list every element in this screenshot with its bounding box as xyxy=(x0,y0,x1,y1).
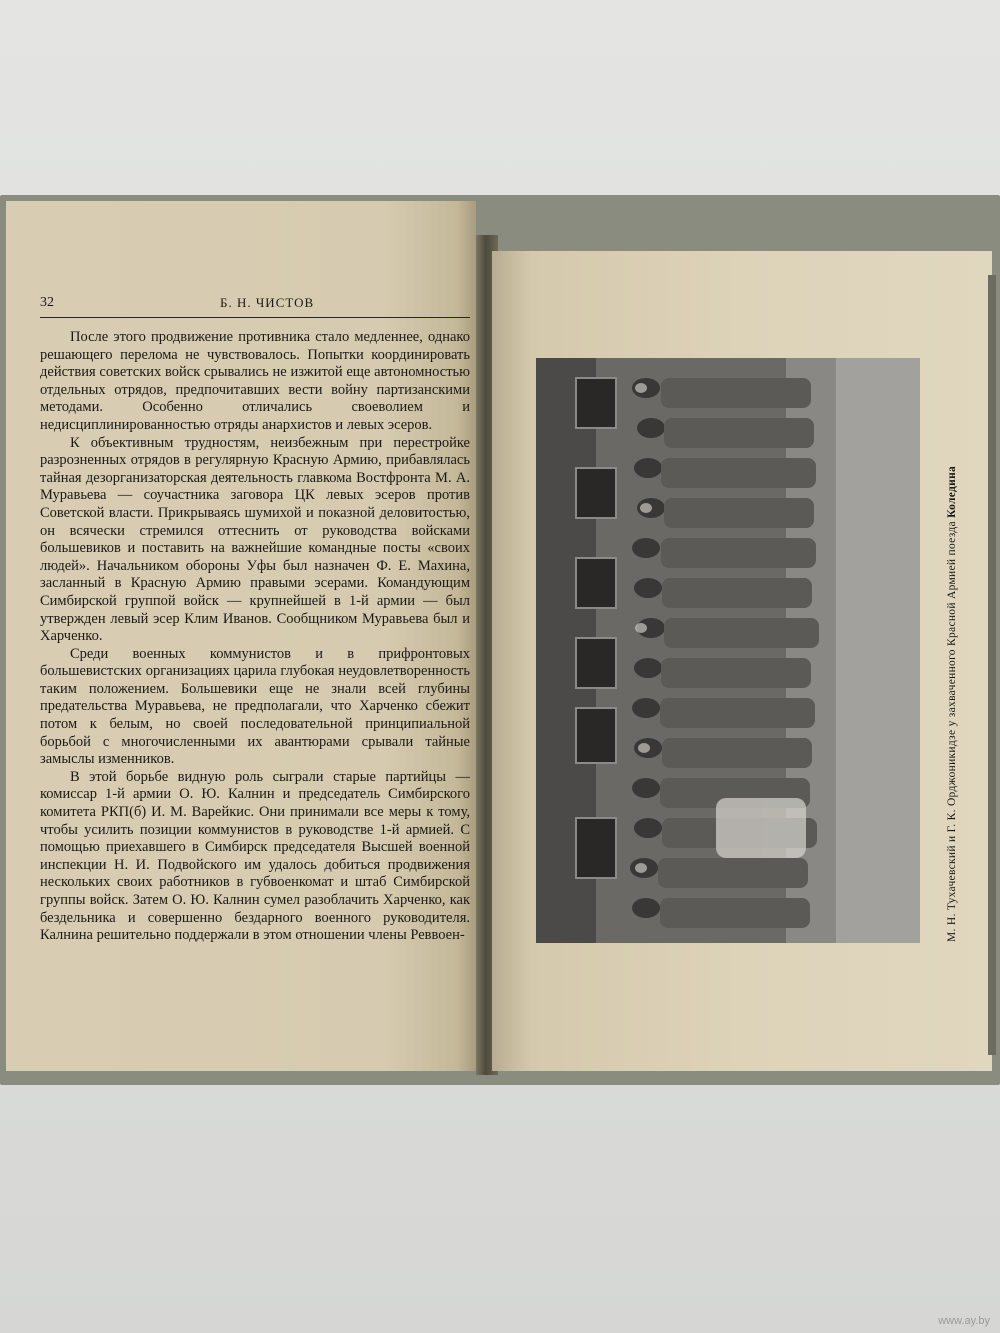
paragraph: В этой борьбе видную роль сыграли старые партийцы — комиссар 1-й армии О. Ю. Калнин и председатель Симбирского комитета РКП(б) И. М. Варейкис. Они принимали все меры к тому, чтобы усилить позиции коммунистов в руководстве 1-й армией. С помощью приехавшего в Симбирск председателя Высшей военной инспекции Н. И. Подвойского им удалось добиться продвижения нескольких своих работников в губвоенкомат и штаб Симбирской группы войск. Затем О. Ю. Калнин сумел разоблачить Харченко, как бездельника и совершенно бездарного военного руководителя. Калнина решительно поддержали в этом отношении члены Реввоен- xyxy=(40,768,470,944)
caption-text: М. Н. Тухачевский и Г. К. Орджоникидзе у захваченного Красной Армией поезда xyxy=(946,517,958,942)
paragraph: Среди военных коммунистов и в прифронтовых большевистских организациях царила глубокая неудовлетворенность таким положением. Большевики еще не знали всей глубины предательства Муравьева, не предполагали, что Харченко сбежит потом к белым, но своей последовательной принципиальной борьбой с многочисленными их авантюрами срывали тайные замыслы изменников. xyxy=(40,645,470,768)
left-page xyxy=(6,201,476,1071)
page-edge-shadow xyxy=(988,275,996,1055)
caption-text-bold: Колединa xyxy=(946,465,958,518)
watermark: www.ay.by xyxy=(938,1315,990,1327)
page-number: 32 xyxy=(40,295,54,310)
body-text xyxy=(40,329,470,945)
photo-caption xyxy=(945,357,959,942)
paragraph: К объективным трудностям, неизбежным при перестройке разрозненных отрядов в регулярную Красную Армию, прибавлялась тайная дезорганизаторская деятельность главкома Востфронта М. А. Муравьева — соучастника заговора ЦК левых эсеров против Советской власти. Прикрываясь шумихой и показной деловитостью, он всячески стремился оттеснить от руководства войсками большевиков и поставить на важнейшие командные посты «своих людей». Начальником обороны Уфы был назначен Ф. Е. Махина, засланный в Красную Армию правыми эсерами. Командующим Симбирской группой войск — крупнейшей в 1-й армии — был утвержден левый эсер Клим Иванов. Сообщником Муравьева был и Харченко. xyxy=(40,434,470,645)
historical-photo xyxy=(536,358,920,943)
page-header xyxy=(40,295,470,318)
running-head: Б. Н. ЧИСТОВ xyxy=(220,295,315,310)
paragraph: После этого продвижение противника стало медленнее, однако решающего перелома не чувствовалось. Попытки координировать действия советских войск срывались не изжитой еще автономностью отдельных отрядов, предпочитавших вести войну партизанскими методами. Особенно отличались своеволием и недисциплинированностью отряды анархистов и левых эсеров. xyxy=(40,329,470,433)
